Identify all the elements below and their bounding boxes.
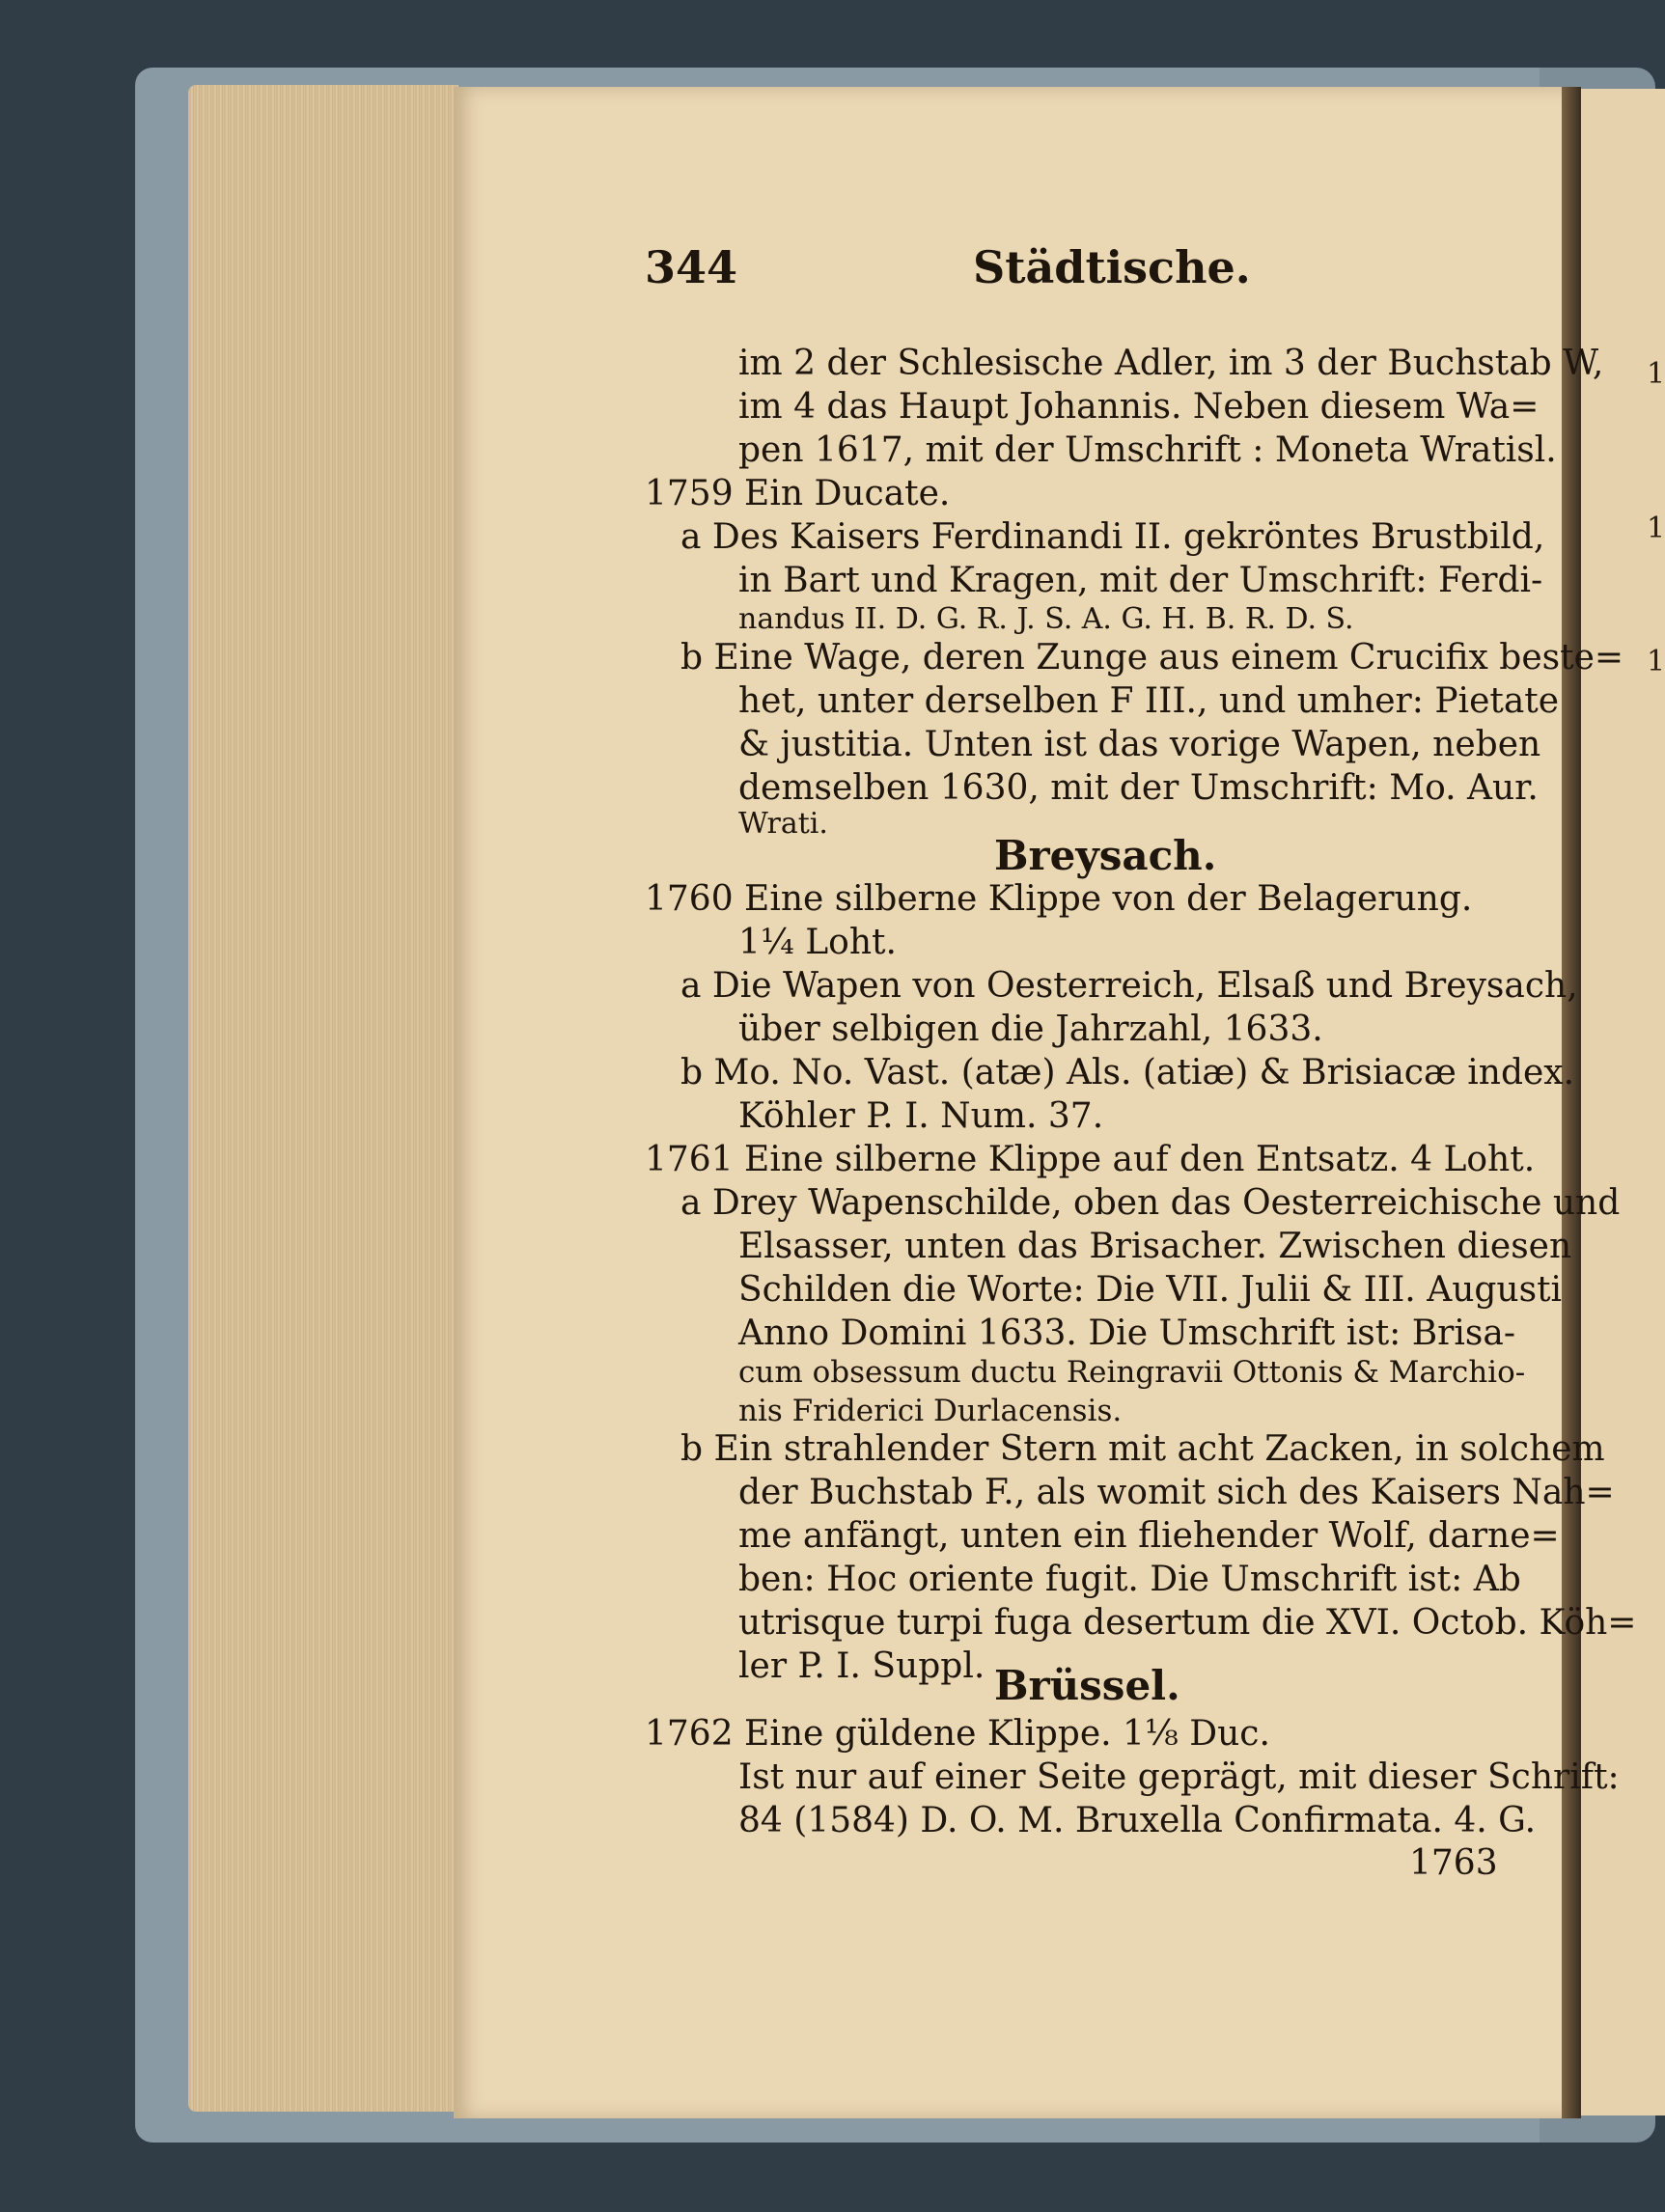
next-page-mark: 1 xyxy=(1647,645,1665,678)
text-line: Wrati. xyxy=(738,807,828,841)
page-number: 344 xyxy=(645,241,738,293)
catchword: 1763 xyxy=(1409,1843,1498,1883)
text-line: me anfängt, unten ein fliehender Wolf, darne= xyxy=(738,1516,1560,1556)
text-line: 1¼ Loht. xyxy=(738,923,897,962)
text-line: ben: Hoc oriente fugit. Die Umschrift ist: Ab xyxy=(738,1560,1521,1599)
text-line: Elsasser, unten das Brisacher. Zwischen diesen xyxy=(738,1227,1572,1266)
text-line: 84 (1584) D. O. M. Bruxella Confirmata. 4. G. xyxy=(738,1801,1537,1840)
text-line: pen 1617, mit der Umschrift : Moneta Wratisl. xyxy=(738,430,1557,470)
text-line: a Des Kaisers Ferdinandi II. gekröntes Brustbild, xyxy=(680,517,1545,557)
page-header xyxy=(645,241,1485,309)
text-line: in Bart und Kragen, mit der Umschrift: Ferdi- xyxy=(738,561,1543,600)
text-line: Anno Domini 1633. Die Umschrift ist: Brisa- xyxy=(738,1313,1516,1353)
text-line: Schilden die Worte: Die VII. Julii & III. Augusti xyxy=(738,1270,1563,1310)
text-line: utrisque turpi fuga desertum die XVI. Octob. Köh= xyxy=(738,1603,1637,1643)
page-edges xyxy=(188,85,458,2112)
text-line: im 4 das Haupt Johannis. Neben diesem Wa= xyxy=(738,387,1540,427)
text-line: nandus II. D. G. R. J. S. A. G. H. B. R. D. S. xyxy=(738,602,1354,636)
text-line: het, unter derselben F III., und umher: Pietate xyxy=(738,681,1560,721)
text-line: 1760 Eine silberne Klippe von der Belagerung. xyxy=(645,879,1473,919)
text-line: b Ein strahlender Stern mit acht Zacken, in solchem xyxy=(680,1429,1605,1469)
gutter-shadow xyxy=(1562,87,1581,2118)
text-line: cum obsessum ductu Reingravii Ottonis & Marchio- xyxy=(738,1355,1526,1390)
text-line: nis Friderici Durlacensis. xyxy=(738,1394,1123,1428)
right-page-edge xyxy=(1581,89,1665,2115)
text-line: & justitia. Unten ist das vorige Wapen, neben xyxy=(738,725,1541,764)
text-line: Köhler P. I. Num. 37. xyxy=(738,1096,1104,1136)
section-heading: Breysach. xyxy=(994,832,1217,879)
text-line: 1759 Ein Ducate. xyxy=(645,474,951,513)
section-heading: Brüssel. xyxy=(994,1662,1180,1709)
next-page-mark: 1 xyxy=(1647,357,1665,391)
text-line: im 2 der Schlesische Adler, im 3 der Buchstab W, xyxy=(738,344,1604,383)
text-line: ler P. I. Suppl. xyxy=(738,1646,985,1686)
text-line: b Eine Wage, deren Zunge aus einem Crucifix beste= xyxy=(680,638,1624,677)
text-line: 1761 Eine silberne Klippe auf den Entsatz. 4 Loht. xyxy=(645,1140,1536,1179)
running-title: Städtische. xyxy=(973,241,1251,293)
text-line: a Die Wapen von Oesterreich, Elsaß und Breysach, xyxy=(680,966,1578,1006)
text-line: der Buchstab F., als womit sich des Kaisers Nah= xyxy=(738,1473,1615,1512)
text-line: a Drey Wapenschilde, oben das Oesterreichische und xyxy=(680,1183,1621,1223)
next-page-mark: 1 xyxy=(1647,512,1665,545)
text-line: demselben 1630, mit der Umschrift: Mo. Aur. xyxy=(738,768,1539,808)
text-line: 1762 Eine güldene Klippe. 1⅛ Duc. xyxy=(645,1714,1270,1754)
text-line: Ist nur auf einer Seite geprägt, mit dieser Schrift: xyxy=(738,1757,1620,1797)
text-line: über selbigen die Jahrzahl, 1633. xyxy=(738,1009,1323,1049)
text-line: b Mo. No. Vast. (atæ) Als. (atiæ) & Brisiacæ index. xyxy=(680,1053,1575,1092)
